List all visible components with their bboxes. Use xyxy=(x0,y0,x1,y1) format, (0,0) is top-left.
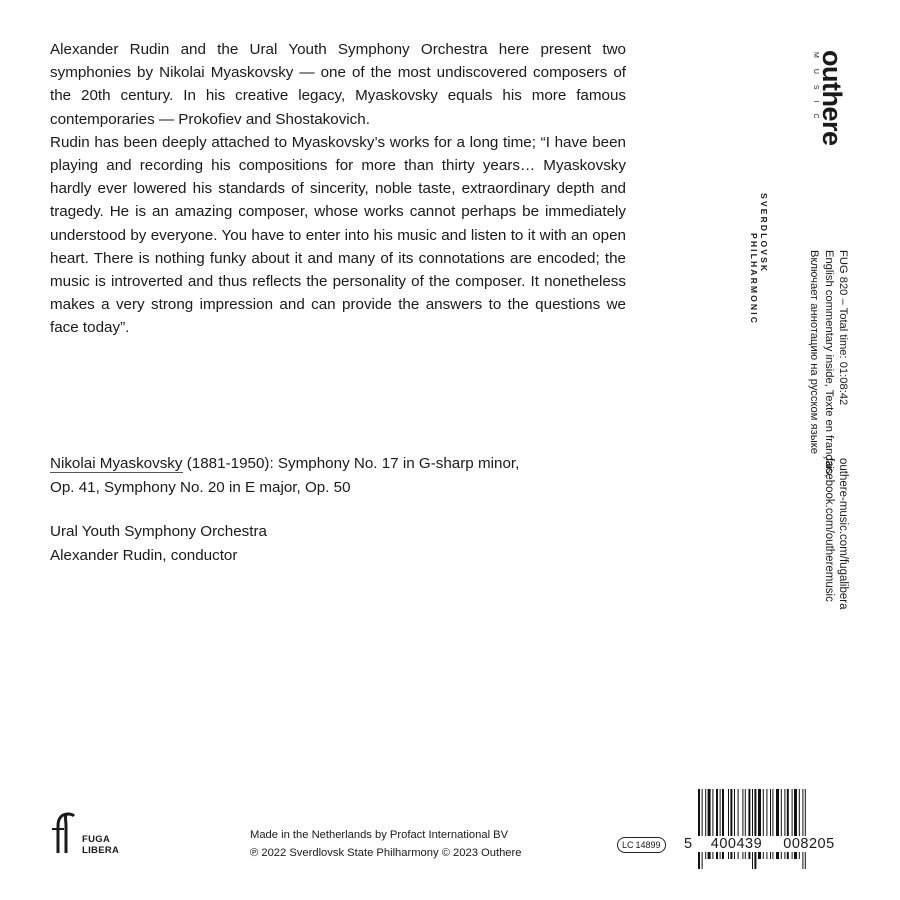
label-code xyxy=(617,837,666,853)
performers xyxy=(50,520,267,567)
sverdlovsk-word: SVERDLOVSK xyxy=(759,193,769,274)
conductor-name: Alexander Rudin, conductor xyxy=(50,546,238,564)
barcode-bar xyxy=(698,789,700,869)
facebook-link[interactable]: facebook.com/outheremusic xyxy=(822,458,835,602)
composer-name: Nikolai Myaskovsky xyxy=(50,455,183,472)
barcode-group-1: 400439 xyxy=(700,836,773,852)
lc-number: 14899 xyxy=(635,840,661,850)
composer-dates-works: (1881-1950): Symphony No. 17 in G-sharp minor, xyxy=(182,455,520,472)
copyright-info: ℗ 2022 Sverdlovsk State Philharmony © 2023 Outhere xyxy=(250,847,522,859)
language-info-russian: Включает аннотацию на русском языке xyxy=(808,250,821,454)
liner-notes xyxy=(50,38,626,340)
manufacturing-info: Made in the Netherlands by Profact International BV xyxy=(250,829,509,841)
fuga-text: FUGA xyxy=(82,834,111,845)
outhere-music-text: MUSIC xyxy=(812,52,819,130)
outhere-logo xyxy=(812,50,846,146)
liner-paragraph-1: Alexander Rudin and the Ural Youth Symphony Orchestra here present two symphonies by Nikolai Myaskovsky — one of the most undiscovered composers of the 20th century. In his creative legacy, Myaskovsky equals his more famous contemporaries — Prokofiev and Shostakovich. xyxy=(50,41,626,128)
website-link[interactable]: outhere-music.com/fugalibera xyxy=(837,458,849,610)
language-info: English commentary inside, Texte en français, xyxy=(822,250,835,478)
fuga-libera-wordmark xyxy=(82,834,119,856)
barcode-first-digit: 5 xyxy=(684,836,693,852)
orchestra-name: Ural Youth Symphony Orchestra xyxy=(50,523,267,540)
barcode-bar xyxy=(754,789,756,869)
lc-label: LC xyxy=(622,840,634,850)
catalog-info xyxy=(807,250,850,477)
outhere-wordmark: outhere xyxy=(817,50,847,146)
liner-paragraph-2: Rudin has been deeply attached to Myaskovsky’s works for a long time; “I have been playing and recording his compositions for more than thirty years… Myaskovsky hardly ever lowered his standards of sincerity, noble taste, extraordinary depth and tragedy. He is an amazing composer, whose works cannot perhaps be immediately understood by everyone. You have to enter into his music and listen to it with an open heart. There is nothing funky about it and many of its connotations are encoded; the music is introverted and thus reflects the personality of the composer. It nonetheless makes a very strong impression and can provide the answers to the questions we face today”. xyxy=(50,133,626,337)
works-line-2: Op. 41, Symphony No. 20 in E major, Op. 50 xyxy=(50,478,351,496)
barcode-bar xyxy=(752,789,753,869)
barcode-bar xyxy=(802,789,803,869)
barcode-bar xyxy=(702,789,703,869)
barcode-number xyxy=(684,836,845,852)
program-info xyxy=(50,452,519,499)
libera-text: LIBERA xyxy=(82,845,120,856)
barcode-group-2: 008205 xyxy=(773,836,845,852)
web-links xyxy=(821,458,850,610)
footer-credits xyxy=(250,826,521,862)
barcode-bar xyxy=(805,789,806,869)
sverdlovsk-philharmonic-logo xyxy=(749,193,768,325)
catalog-number-time: FUG 820 – Total time: 01:08:42 xyxy=(837,250,849,406)
barcode xyxy=(684,789,854,869)
fuga-libera-logo-icon xyxy=(50,812,82,854)
lc-badge xyxy=(617,837,666,853)
philharmonic-word: PHILHARMONIC xyxy=(749,233,760,326)
